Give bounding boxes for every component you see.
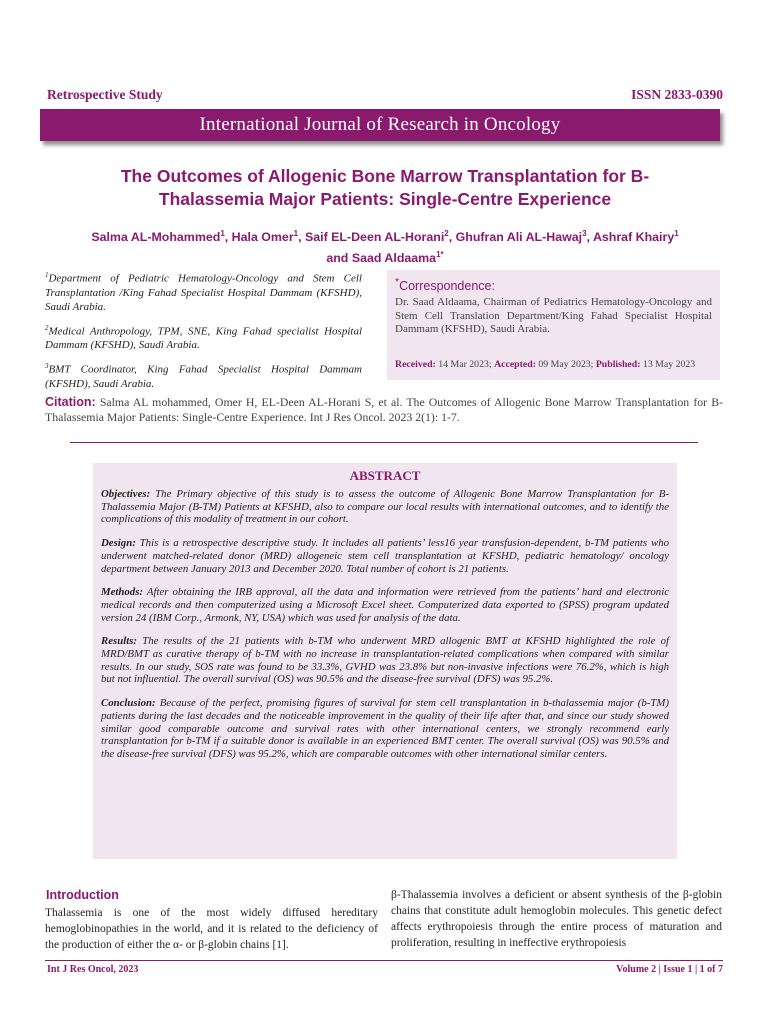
affiliations [45,268,362,398]
abstract-section [101,635,669,686]
author-sup: 3 [582,229,587,238]
correspondence-text: Dr. Saad Aldaama, Chairman of Pediatrics Hematology-Oncology and Stem Cell Translation Department/King Fahad Specialist Hospital Dammam (KFSHD), Saudi Arabia. [395,296,712,335]
issn: ISSN 2833-0390 [631,87,723,102]
accepted-date: 09 May 2023 [538,359,591,370]
article-title: The Outcomes of Allogenic Bone Marrow Transplantation for B-Thalassemia Major Patients: Single-Centre Experience [120,166,650,209]
authors-joiner: and [326,251,349,266]
journal-banner [40,109,720,141]
author: Salma AL-Mohammed [91,230,221,245]
journal-name: International Journal of Research in Oncology [199,114,561,135]
author-sup: 2 [444,229,449,238]
body-text-left-column: Thalassemia is one of the most widely diffused hereditary hemoglobinopathies in the world, and it is related to the deficiency of the production of either the α- or β-globin chains [1]. [45,907,378,951]
article-dates: Received: 14 Mar 2023; Accepted: 09 May 2023; Published: 13 May 2023 [395,359,696,370]
accepted-label: Accepted: [494,359,536,370]
author-list: Salma AL-Mohammed$^1$, Hala Omer$^1$, Saif EL-Deen AL-Horani$^2$, Ghufran Ali AL-Hawaj$^3$, Ashraf Khairy$^1$ and Saad Aldaama$^{1*}$ [91,229,679,266]
affiliation [45,268,362,314]
author-sup: 1 [293,229,299,238]
author: Saad Aldaama [351,251,437,266]
abstract-section [101,697,669,761]
affiliation-text: Department of Pediatric Hematology-Oncology and Stem Cell Transplantation /King Fahad Specialist Hospital Dammam (KFSHD), Saudi Arabia. [45,272,362,313]
received-date: 14 Mar 2023 [438,359,489,370]
abstract-section-label: Design: [101,537,136,550]
citation [45,395,723,425]
footer-journal: Int J Res Oncol, 2023 [47,964,139,975]
abstract-section-text: The results of the 21 patients with b-TM who underwent MRD allogenic BMT at KFSHD highlighted the role of MRD/BMT as curative therapy of b-TM with no increase in transplantation-related complications when compared with similar results. In our study, SOS rate was found to be 33.3%, GVHD was 23.8% but non-invasive infections were 76.2%, which is high but not influential. The overall survival (OS) was 90.5% and the disease-free survival (DFS) was 95.2%. [101,635,669,686]
abstract-section-text: This is a retrospective descriptive study. It includes all patients’ less16 year transfusion-dependent, b-TM patients who underwent matched-related donor (MRD) allogeneic stem cell transplantation at KFSHD, pediatric hematology/ oncology department between January 2013 and December 2020. Total number of cohort is 21 patients. [101,537,669,575]
affiliation [45,321,362,353]
divider [70,442,698,443]
author: Ghufran Ali AL-Hawaj [455,230,583,245]
published-label: Published: [595,359,641,370]
abstract-section-text: After obtaining the IRB approval, all the data and information were retrieved from the patients’ hard and electronic medical records and then computerized using a Microsoft Excel sheet. Computerized data exported to (SPSS) program updated version 24 (IBM Corp., Armonk, NY, USA) which was used for analysis of the data. [101,586,669,624]
affiliation-sup: 3 [45,362,49,371]
correspondence-box [387,270,720,380]
abstract-body [101,488,669,772]
affiliation-sup: 1 [45,271,49,279]
abstract-section-label: Results: [101,635,137,648]
footer-page-info: Volume 2 | Issue 1 | 1 of 7 [616,964,723,975]
section-heading-introduction: Introduction [46,888,119,902]
abstract-section [101,488,669,526]
abstract-section-label: Conclusion: [101,697,156,710]
author-sup: 1 [220,229,225,238]
abstract-section [101,586,669,624]
abstract-section [101,537,669,575]
received-label: Received: [395,359,436,370]
abstract-section-label: Objectives: [101,488,151,500]
author: Hala Omer [231,230,294,245]
citation-text: Salma AL mohammed, Omer H, EL-Deen AL-Horani S, et al. The Outcomes of Allogenic Bone Marrow Transplantation for B- Thalassemia Major Patients: Single-Centre Experience. Int J Res Oncol. 2023 2(1): 1-7. [45,395,723,424]
author-sup: 1 [674,229,679,238]
abstract-section-text: Because of the perfect, promising figures of survival for stem cell transplantation in b-thalassemia major (b-TM) patients during the last decades and the noticeable improvement in the quality of their life after that, and since our study showed similar good comparable outcome and survival rates with other international centers, we strongly recommend early transplantation for b-TM if a suitable donor is available in an experienced BMT center. The overall survival (OS) was 90.5% and the disease-free survival (DFS) was 95.2%, which are comparable outcomes with other international similar centers. [101,697,669,760]
abstract-heading: ABSTRACT [349,468,421,483]
abstract-section-text: The Primary objective of this study is to assess the outcome of Allogenic Bone Marrow Transplantation for B- Thalassemia Major (B-TM) Patients at KFSHD, also to compare our local results with international outcomes, and to identify the complications of this modality of treatment in our cohort. [101,488,669,526]
abstract-box [93,463,677,859]
published-date: 13 May 2023 [642,359,696,370]
author: Saif EL-Deen AL-Horani [304,230,445,245]
author: Ashraf Khairy [592,230,675,245]
author-sup: 1* [436,250,444,260]
affiliation-text: Medical Anthropology, TPM, SNE, King Fahad specialist Hospital Dammam (KFSHD), Saudi Arabia. [45,325,362,352]
affiliation-text: BMT Coordinator, King Fahad Specialist Hospital Dammam (KFSHD), Saudi Arabia. [45,363,362,390]
body-text-right-column: β-Thalassemia involves a deficient or absent synthesis of the β-globin chains that constitute adult hemoglobin molecules. This genetic defect affects erythropoiesis through the entire process of maturation and proliferation, resulting in ineffective erythropoiesis [391,889,722,949]
affiliation [45,359,362,391]
abstract-section-label: Methods: [101,586,143,599]
footer-divider [45,960,723,961]
affiliation-sup: 2 [45,323,49,332]
correspondence-label: *Correspondence: [395,277,495,294]
article-type: Retrospective Study [47,87,163,102]
citation-label: Citation: [45,395,96,409]
